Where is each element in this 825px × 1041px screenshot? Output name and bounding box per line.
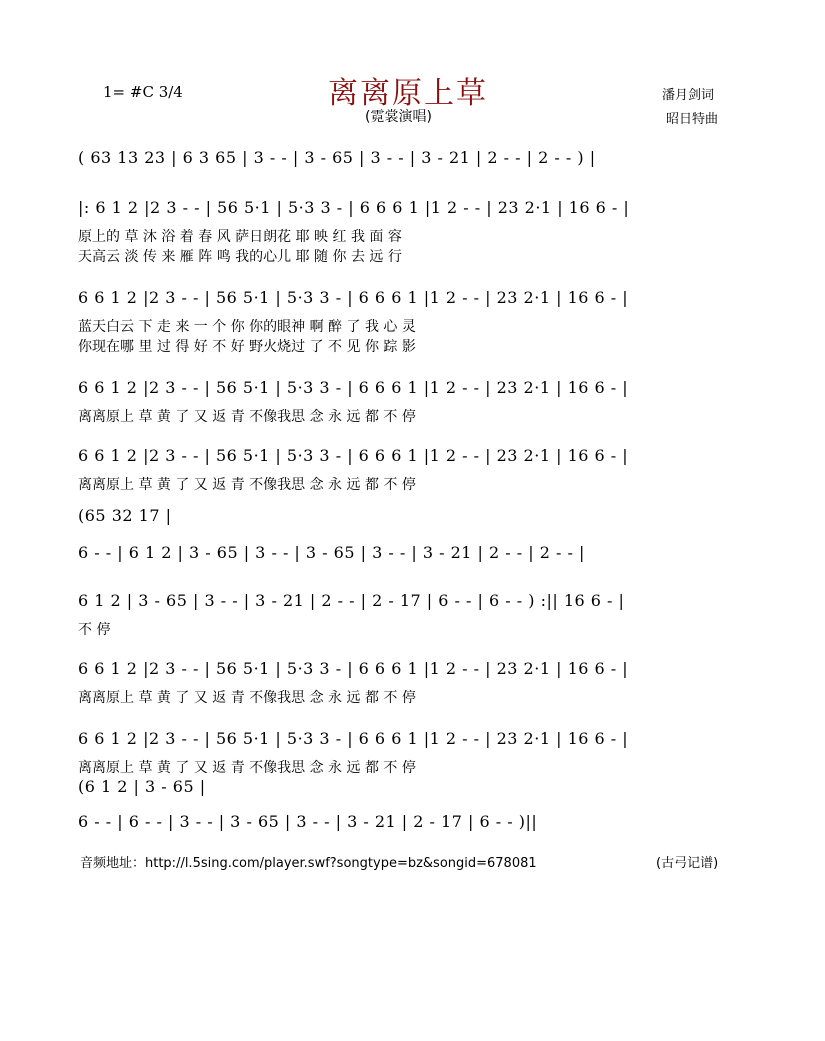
score-row bbox=[78, 659, 758, 706]
key-signature: 1= #C 3/4 bbox=[103, 83, 183, 101]
score-row bbox=[78, 446, 758, 493]
notation-line: ( 63 13 23 | 6 3 65 | 3 - - | 3 - 65 | 3 - - | 3 - 21 | 2 - - | 2 - - ) | bbox=[78, 148, 596, 167]
lyric-line: 蓝天白云 下 走 来 一 个 你 你的眼神 啊 醉 了 我 心 灵 bbox=[78, 319, 416, 335]
notation-line: |: 6 1 2 |2 3 - - | 56 5·1 | 5·3 3 - | 6 6 6 1 |1 2 - - | 23 2·1 | 16 6 - | bbox=[78, 198, 630, 217]
score-row bbox=[78, 729, 758, 776]
notation-line: (6 1 2 | 3 - 65 | bbox=[78, 777, 206, 796]
lyric-line: 离离原上 草 黄 了 又 返 青 不像我思 念 永 远 都 不 停 bbox=[78, 760, 416, 776]
score-row bbox=[78, 812, 758, 836]
score-row bbox=[78, 378, 758, 425]
score-row bbox=[78, 288, 758, 355]
notation-line: 6 6 1 2 |2 3 - - | 56 5·1 | 5·3 3 - | 6 6 6 1 |1 2 - - | 23 2·1 | 16 6 - | bbox=[78, 446, 629, 465]
composer-credit: 昭日特曲 bbox=[666, 112, 719, 127]
notation-line: 6 1 2 | 3 - 65 | 3 - - | 3 - 21 | 2 - - | 2 - 17 | 6 - - | 6 - - ) :|| 16 6 - | bbox=[78, 591, 625, 610]
notation-line: 6 6 1 2 |2 3 - - | 56 5·1 | 5·3 3 - | 6 6 6 1 |1 2 - - | 23 2·1 | 16 6 - | bbox=[78, 378, 629, 397]
lyric-line: 离离原上 草 黄 了 又 返 青 不像我思 念 永 远 都 不 停 bbox=[78, 690, 416, 706]
lyric-line: 你现在哪 里 过 得 好 不 好 野火烧过 了 不 见 你 踪 影 bbox=[78, 339, 416, 355]
lyric-line: 离离原上 草 黄 了 又 返 青 不像我思 念 永 远 都 不 停 bbox=[78, 477, 416, 493]
notation-line: 6 - - | 6 1 2 | 3 - 65 | 3 - - | 3 - 65 | 3 - - | 3 - 21 | 2 - - | 2 - - | bbox=[78, 543, 585, 562]
notation-line: 6 6 1 2 |2 3 - - | 56 5·1 | 5·3 3 - | 6 6 6 1 |1 2 - - | 23 2·1 | 16 6 - | bbox=[78, 729, 629, 748]
score-row bbox=[78, 777, 758, 801]
audio-url: 音频地址：http://l.5sing.com/player.swf?songtype=bz&songid=678081 bbox=[80, 856, 537, 871]
lyricist-credit: 潘月剑词 bbox=[662, 88, 715, 103]
lyric-line: 离离原上 草 黄 了 又 返 青 不像我思 念 永 远 都 不 停 bbox=[78, 409, 416, 425]
score-row bbox=[78, 591, 758, 638]
score-row bbox=[78, 148, 758, 172]
score-row bbox=[78, 543, 758, 567]
notation-line: (65 32 17 | bbox=[78, 506, 172, 525]
notation-line: 6 - - | 6 - - | 3 - - | 3 - 65 | 3 - - | 3 - 21 | 2 - 17 | 6 - - )|| bbox=[78, 812, 538, 831]
lyric-line: 原上的 草 沐 浴 着 春 风 萨日朗花 耶 映 红 我 面 容 bbox=[78, 229, 402, 245]
page-title: 离离原上草 bbox=[328, 76, 488, 111]
notation-line: 6 6 1 2 |2 3 - - | 56 5·1 | 5·3 3 - | 6 6 6 1 |1 2 - - | 23 2·1 | 16 6 - | bbox=[78, 288, 629, 307]
performer-credit: (霓裳演唱) bbox=[365, 109, 432, 125]
lyric-line: 不 停 bbox=[78, 622, 111, 638]
transcriber-credit: (古弓记谱) bbox=[656, 856, 719, 871]
notation-line: 6 6 1 2 |2 3 - - | 56 5·1 | 5·3 3 - | 6 6 6 1 |1 2 - - | 23 2·1 | 16 6 - | bbox=[78, 659, 629, 678]
score-row bbox=[78, 506, 758, 530]
lyric-line: 天高云 淡 传 来 雁 阵 鸣 我的心儿 耶 随 你 去 远 行 bbox=[78, 249, 402, 265]
score-row bbox=[78, 198, 758, 265]
